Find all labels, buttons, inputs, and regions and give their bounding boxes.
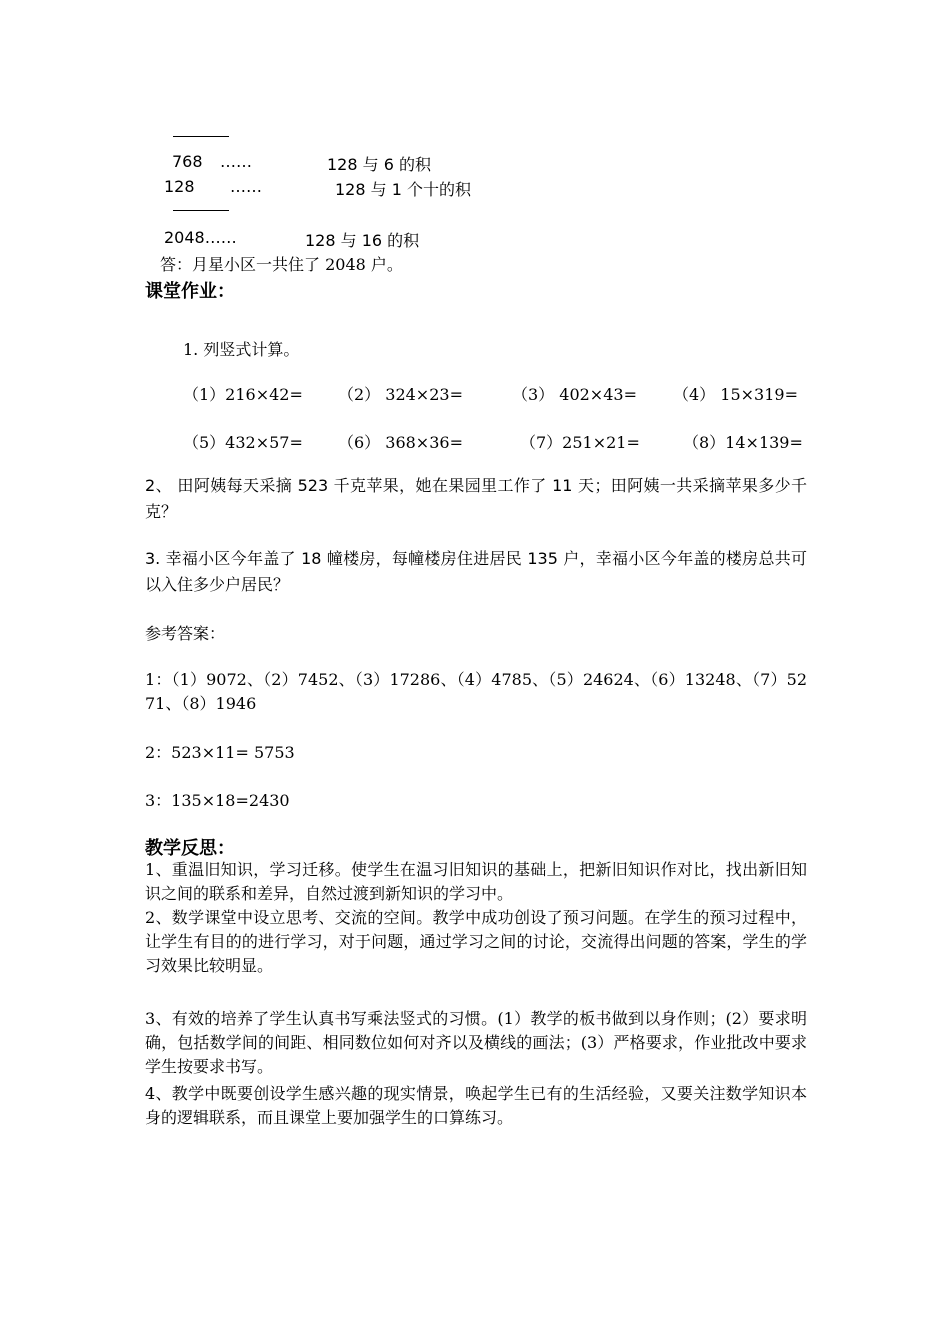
calc-rule-top [173, 136, 229, 137]
calc-row2-dots: …… [230, 177, 262, 196]
calc-row2-desc: 128 与 1 个十的积 [335, 180, 471, 199]
calc-row1-desc: 128 与 6 的积 [327, 155, 431, 174]
calc-row1-dots: …… [220, 152, 252, 171]
calc-row3-value: 2048…… [164, 228, 237, 247]
reflection-p1: 1、重温旧知识，学习迁移。使学生在温习旧知识的基础上，把新旧知识作对比，找出新旧知识之间的联系和差异，自然过渡到新知识的学习中。 [145, 860, 807, 903]
answer-3: 3：135×18=2430 [145, 791, 290, 810]
q2-text: 2、 田阿姨每天采摘 523 千克苹果，她在果园里工作了 11 天；田阿姨一共采摘苹果多少千克？ [145, 476, 807, 521]
calc-row3-desc: 128 与 16 的积 [305, 231, 420, 250]
q1-item-3: （3） 402×43= [512, 385, 637, 404]
answer-2: 2：523×11= 5753 [145, 743, 295, 762]
calc-rule-bottom [173, 210, 229, 211]
calc-answer: 答：月星小区一共住了 2048 户。 [160, 255, 403, 274]
answers-heading: 参考答案： [145, 624, 226, 643]
answer-1: 1：（1）9072、（2）7452、（3）17286、（4）4785、（5）24624、（6）13248、（7）5271、（8）1946 [145, 670, 807, 713]
reflection-p4: 4、教学中既要创设学生感兴趣的现实情景，唤起学生已有的生活经验，又要关注数学知识本身的逻辑联系，而且课堂上要加强学生的口算练习。 [145, 1084, 807, 1127]
reflection-p2: 2、数学课堂中设立思考、交流的空间。教学中成功创设了预习问题。在学生的预习过程中，让学生有目的的进行学习，对于问题，通过学习之间的讨论，交流得出问题的答案，学生的学习效果比较明显。 [145, 908, 807, 975]
q1-item-4: （4） 15×319= [673, 385, 798, 404]
q1-item-1: （1）216×42= [183, 385, 303, 404]
q3-text: 3. 幸福小区今年盖了 18 幢楼房，每幢楼房住进居民 135 户，幸福小区今年盖的楼房总共可以入住多少户居民？ [145, 549, 807, 594]
calc-row1-value: 768 [172, 152, 203, 171]
q1-item-7: （7）251×21= [520, 433, 640, 452]
calc-row2-value: 128 [164, 177, 195, 196]
q1-item-8: （8）14×139= [683, 433, 803, 452]
classwork-heading: 课堂作业： [145, 281, 235, 302]
reflection-heading: 教学反思： [145, 838, 235, 859]
q1-title: 1. 列竖式计算。 [183, 340, 300, 359]
q1-item-2: （2） 324×23= [338, 385, 463, 404]
reflection-p3: 3、有效的培养了学生认真书写乘法竖式的习惯。(1）教学的板书做到以身作则；(2）要求明确，包括数学间的间距、相同数位如何对齐以及横线的画法；(3）严格要求，作业批改中要求学生按要求书写。 [145, 1009, 807, 1076]
q1-item-5: （5）432×57= [183, 433, 303, 452]
q1-item-6: （6） 368×36= [338, 433, 463, 452]
